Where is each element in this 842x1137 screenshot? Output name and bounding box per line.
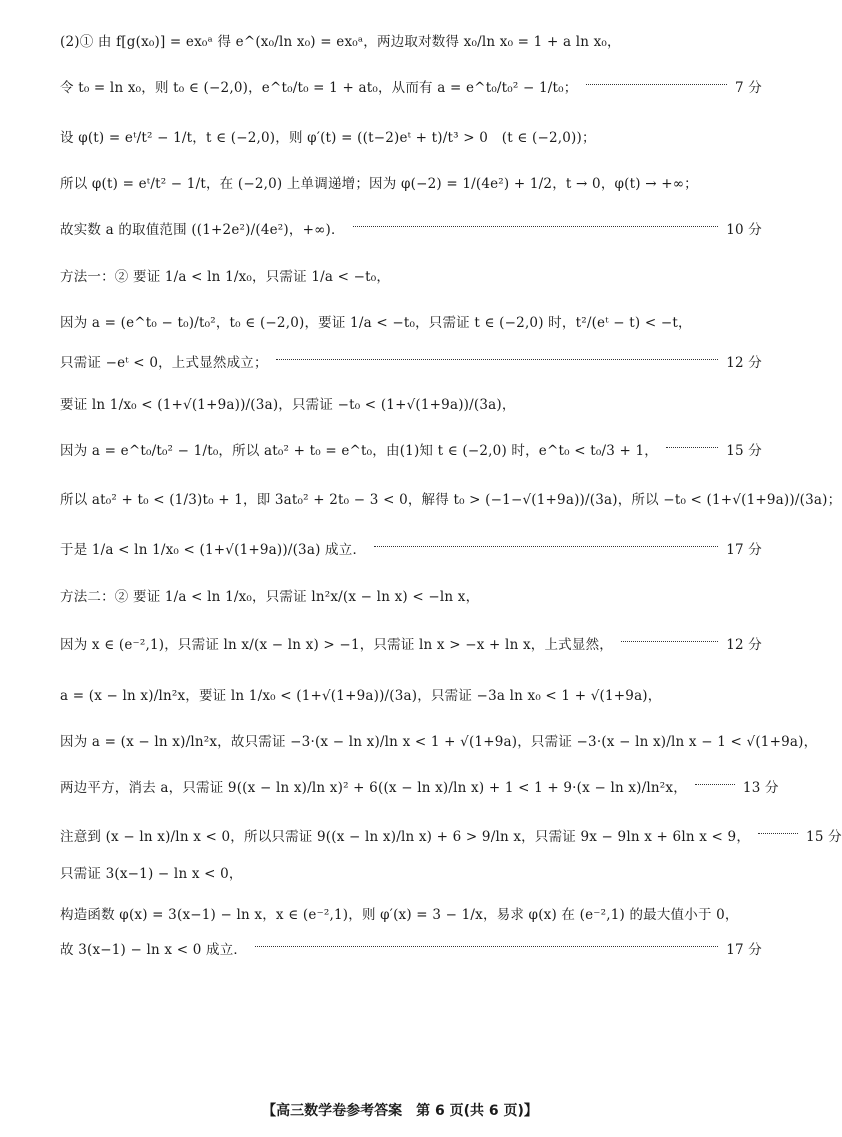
score-label: 15 分 (726, 443, 762, 459)
dot-leader (666, 447, 718, 448)
solution-line (60, 730, 818, 750)
score-label: 10 分 (726, 222, 762, 238)
solution-line (60, 862, 762, 882)
line-text: (2)① 由 f[g(x₀)] = ex₀ᵃ 得 e^(x₀/ln x₀) = ex₀ᵃ，两边取对数得 x₀/ln x₀ = 1 + a ln x₀， (60, 34, 621, 50)
line-text: 设 φ(t) = eᵗ/t² − 1/t，t ∈ (−2,0)，则 φ′(t) = ((t−2)eᵗ + t)/t³ > 0 (t ∈ (−2,0))； (60, 130, 596, 146)
solution-line (60, 265, 762, 285)
dot-leader (586, 84, 728, 85)
dot-leader (276, 359, 719, 360)
solution-line (60, 439, 762, 459)
dot-leader (353, 226, 719, 227)
page-footer: 【高三数学卷参考答案 第 6 页(共 6 页)】 (262, 1103, 538, 1119)
score-label: 15 分 (806, 829, 842, 845)
line-text: 于是 1/a < ln 1/x₀ < (1+√(1+9a))/(3a) 成立． (60, 542, 367, 558)
line-text: 所以 φ(t) = eᵗ/t² − 1/t，在 (−2,0) 上单调递增；因为 φ(−2) = 1/(4e²) + 1/2，t → 0，φ(t) → +∞； (60, 176, 698, 192)
solution-line (60, 684, 762, 704)
line-text: 方法一：② 要证 1/a < ln 1/x₀，只需证 1/a < −t₀， (60, 269, 391, 285)
line-text: a = (x − ln x)/ln²x，要证 ln 1/x₀ < (1+√(1+9a))/(3a)，只需证 −3a ln x₀ < 1 + √(1+9a)， (60, 688, 662, 704)
dot-leader (374, 546, 718, 547)
dot-leader (255, 946, 718, 947)
solution-line (60, 126, 762, 146)
line-text: 方法二：② 要证 1/a < ln 1/x₀，只需证 ln²x/(x − ln x) < −ln x， (60, 589, 480, 605)
score-label: 13 分 (742, 780, 779, 796)
solution-line (60, 76, 762, 96)
solution-line (60, 538, 762, 558)
line-text: 要证 ln 1/x₀ < (1+√(1+9a))/(3a)，只需证 −t₀ < (1+√(1+9a))/(3a)， (60, 397, 516, 413)
score-label: 17 分 (726, 942, 762, 958)
solution-line (60, 776, 779, 796)
line-text: 所以 at₀² + t₀ < (1/3)t₀ + 1，即 3at₀² + 2t₀ − 3 < 0，解得 t₀ > (−1−√(1+9a))/(3a)，所以 −t₀ < (1+√(1+9a))/(3a)； (60, 492, 842, 508)
solution-line (60, 172, 762, 192)
solution-line (60, 30, 762, 50)
dot-leader (758, 833, 798, 834)
solution-line (60, 351, 762, 371)
line-text: 令 t₀ = ln x₀，则 t₀ ∈ (−2,0)，e^t₀/t₀ = 1 + at₀，从而有 a = e^t₀/t₀² − 1/t₀； (60, 80, 578, 96)
solution-line (60, 938, 762, 958)
score-label: 12 分 (726, 637, 762, 653)
dot-leader (621, 641, 718, 642)
line-text: 注意到 (x − ln x)/ln x < 0，所以只需证 9((x − ln x)/ln x) + 6 > 9/ln x，只需证 9x − 9ln x + 6ln x < 9， (60, 829, 751, 845)
line-text: 因为 a = (e^t₀ − t₀)/t₀²，t₀ ∈ (−2,0)，要证 1/a < −t₀，只需证 t ∈ (−2,0) 时，t²/(eᵗ − t) < −t， (60, 315, 692, 331)
line-text: 因为 a = e^t₀/t₀² − 1/t₀，所以 at₀² + t₀ = e^t₀，由(1)知 t ∈ (−2,0) 时，e^t₀ < t₀/3 + 1， (60, 443, 658, 459)
solution-line (60, 218, 762, 238)
line-text: 构造函数 φ(x) = 3(x−1) − ln x，x ∈ (e⁻²,1)，则 φ′(x) = 3 − 1/x，易求 φ(x) 在 (e⁻²,1) 的最大值小于 0， (60, 907, 739, 923)
solution-line (60, 903, 762, 923)
score-label: 17 分 (726, 542, 762, 558)
line-text: 因为 x ∈ (e⁻²,1)，只需证 ln x/(x − ln x) > −1，只需证 ln x > −x + ln x，上式显然， (60, 637, 613, 653)
line-text: 因为 a = (x − ln x)/ln²x，故只需证 −3·(x − ln x)/ln x < 1 + √(1+9a)，只需证 −3·(x − ln x)/ln x − 1 < √(1+9a)， (60, 734, 818, 750)
solution-line (60, 311, 762, 331)
line-text: 只需证 3(x−1) − ln x < 0， (60, 866, 243, 882)
solution-line (60, 585, 762, 605)
solution-line (60, 488, 842, 508)
solution-line (60, 393, 762, 413)
line-text: 故 3(x−1) − ln x < 0 成立． (60, 942, 248, 958)
dot-leader (695, 784, 735, 785)
solution-line (60, 633, 762, 653)
solution-line (60, 825, 842, 845)
line-text: 只需证 −eᵗ < 0，上式显然成立； (60, 355, 268, 371)
line-text: 故实数 a 的取值范围 ((1+2e²)/(4e²)，+∞)． (60, 222, 345, 238)
score-label: 7 分 (735, 80, 762, 96)
line-text: 两边平方，消去 a，只需证 9((x − ln x)/ln x)² + 6((x − ln x)/ln x) + 1 < 1 + 9·(x − ln x)/ln²x， (60, 780, 687, 796)
score-label: 12 分 (726, 355, 762, 371)
